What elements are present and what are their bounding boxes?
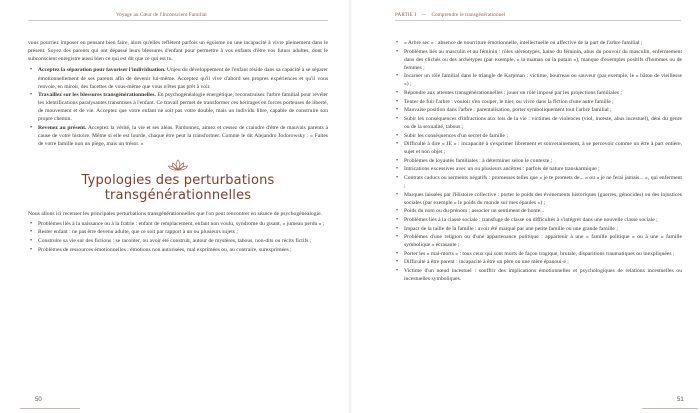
- list-item: [28, 66, 328, 90]
- list-item: • Poids du nom ou du prénom : associer un sentiment de honte...: [394, 207, 682, 215]
- list-item: • Tenter de fuir l'arbre : vouloir s'en couper, le nier, ou vivre dans la fiction d'une autre famille ;: [394, 98, 682, 106]
- list-item: • Problèmes de ressources émotionnelles : émotions non autorisées, mal exprimées ou, au contraire, surexprimées ;: [28, 246, 328, 254]
- opening-paragraph: vous pourriez imposer en pensant bien faire, alors qu'elles reflètent parfois un égoïsme ou une incapacité à vivre pleinement dans le présent. Soyez des parents qui ont dépassé leurs blessures d'enfant pour permettre à vos enfants d'être vos futurs adultes, dont le subconscient enregistre aussi bien ce qui est dit que ce qui est tu.: [28, 40, 328, 63]
- list-item: • Problèmes liés à la naissance ou à la fratrie : enfant de remplacement, enfant non voulu, syndrome du gisant, « jumeau perdu » ;: [28, 220, 328, 228]
- right-footer-rule: [642, 408, 698, 409]
- lotus-icon: [163, 158, 193, 172]
- section-title: Typologies des perturbations transgénérationnelles: [81, 172, 275, 204]
- list-item: [28, 91, 328, 123]
- advice-text: Acceptez la vérité, la vie et ses aléas. Pardonnez, aimez et cessez de craindre d'être de mauvais parents à cause de votre histoire. Même si elle est lourde, chaque être peut la transformer. Comme le dit Alejandro Jodorowsky : « Faites de votre famille non un piège, mais un trésor. »: [38, 124, 328, 147]
- right-running-head: [395, 12, 505, 18]
- list-item: • Contrats caducs ou serments négatifs : promesses telles que « je te promets de... » ou « je ne ferai jamais... », qui enferment ;: [394, 174, 682, 190]
- list-item: • Intrications excessives avec un ou plusieurs ancêtres : parfois de nature transkarmique ;: [394, 165, 682, 173]
- advice-heading: Acceptez la séparation pour favoriser l'individuation.: [38, 67, 166, 74]
- list-item: • Difficulté à être parent : incapacité à être un père ou une mère épanoui·e ;: [394, 258, 682, 266]
- advice-text: Unjeu du développement de l'enfant réside dans sa capacité à se séparer émotionnellement de ses parents afin de devenir lui-même. Acceptez qu'il vive d'abord ses propres expériences et qu'il vous renvoie, en miroir, des facettes de vous-même que vous n'êtes pas prêt à voir.: [38, 67, 328, 90]
- page-number-right: 51: [677, 397, 684, 403]
- running-head-part: PARTIE I: [395, 12, 417, 18]
- advice-text: En psychogénéalogie énergétique, reconstruisez l'arbre familial pour révéler les identifications paralysantes transmises à l'enfant. Ce travail permet de transformer ces héritages en forces porteuses de liberté, de mouvement et de vie. Acceptez que votre enfant ne soit pas votre double, mais un individu libre, capable de construire son propre chemin.: [38, 91, 328, 123]
- list-item: • « Arbre sec » : absence de nourriture émotionnelle, intellectuelle ou affective de la part de l'arbre familial ;: [394, 39, 682, 47]
- list-item: • Difficulté à dire « JE » : incapacité à s'exprimer librement et souverainement, à se percevoir comme un être à part entière, sujet et non objet ;: [394, 140, 682, 156]
- left-header-rule: [28, 20, 328, 21]
- page-number-left: 50: [35, 397, 42, 403]
- list-item: • Subir les conséquences d'infractions aux lois de la vie : victimes de violences (viol, inceste, abus incestuel), déni du genre ou de la sexualité, tabous ;: [394, 115, 682, 131]
- advice-heading: Revenez au présent.: [38, 124, 87, 131]
- list-item: • Problèmes de loyautés familiales : à déterminer selon le contexte ;: [394, 157, 682, 165]
- running-head-separator: —: [421, 12, 427, 18]
- perturbations-list: [28, 220, 328, 254]
- right-page: [350, 0, 700, 413]
- list-item: • Mauvaise position dans l'arbre : parentalisation, porter symboliquement tout l'arbre familial ;: [394, 106, 682, 114]
- running-head-title: Comprendre le transgénérationnel: [431, 12, 506, 18]
- list-item: • Construire sa vie sur des fictions : se raconter, ou avoir été construit, autour de mystères, tabous, non-dits ou récits fictifs ;: [28, 237, 328, 245]
- right-header-rule: [395, 20, 681, 21]
- list-item: • Problèmes liés à la classe sociale : transfuge de classe ou difficultés à s'intégrer dans une nouvelle classe sociale ;: [394, 216, 682, 224]
- list-item: • Problèmes d'une religion ou d'une appartenance politique : appartenir à une « famille politique » ou à une « famille symbolique » écrasante ;: [394, 233, 682, 249]
- list-item: • Porter les « mal-morts » : tous ceux qui sont morts de façon tragique, brutale, disparitions traumatiques ou inexpliquées ;: [394, 250, 682, 258]
- perturbations-list-continued: [394, 39, 682, 283]
- list-item: • Problèmes liés au masculin et au féminin : rôles stéréotypés, haine du féminin, abus du pouvoir du masculin, enfermement dans des clichés ou des archétypes (par exemple, « la maman ou la putain »), manque d'exemples positifs d'hommes ou de femmes ;: [394, 48, 682, 72]
- list-item: [28, 124, 328, 148]
- section-intro: Nous allons ici recenser les principales perturbations transgénérationnelles que l'on peut rencontrer en séance de psychogénéalogie.: [28, 210, 322, 217]
- list-item: • Victime d'un nœud incestuel : souffrir des implications émotionnelles et psychologiques de relations incestuelles ou incestuelles symboliques.: [394, 267, 682, 283]
- left-running-head: Voyage au Cœur de l'Inconscient Familial: [116, 12, 207, 18]
- right-page-content: [394, 39, 682, 284]
- list-item: • Impact de la taille de la famille : avoir été marqué par une petite famille ou une grande famille ;: [394, 225, 682, 233]
- list-item: • Répondre aux attentes transgénérationnelles : jouer un rôle imposé par les projections familiales ;: [394, 89, 682, 97]
- advice-heading: Travaillez sur les blessures transgénérationnelles.: [38, 91, 156, 98]
- left-footer-rule: [20, 408, 80, 409]
- left-page-content: [28, 39, 328, 254]
- list-item: • Marques laissées par l'Histoire collective : porter le poids des événements historiques (guerres, génocides) ou des injustices sociales (par exemple « le poids du monde sur mes épaules ») ;: [394, 191, 682, 207]
- advice-list: [28, 66, 328, 147]
- list-item: • Rester enfant : ne pas être devenu adulte, que ce soit par rapport à un ou plusieurs sujets ;: [28, 228, 328, 236]
- list-item: • Incarner un rôle familial dans le triangle de Karpman : victime, bourreau ou sauveur (par exemple, le « bâton de vieillesse ») ;: [394, 72, 682, 88]
- list-item: • Subir les conséquences d'un secret de famille ;: [394, 132, 682, 140]
